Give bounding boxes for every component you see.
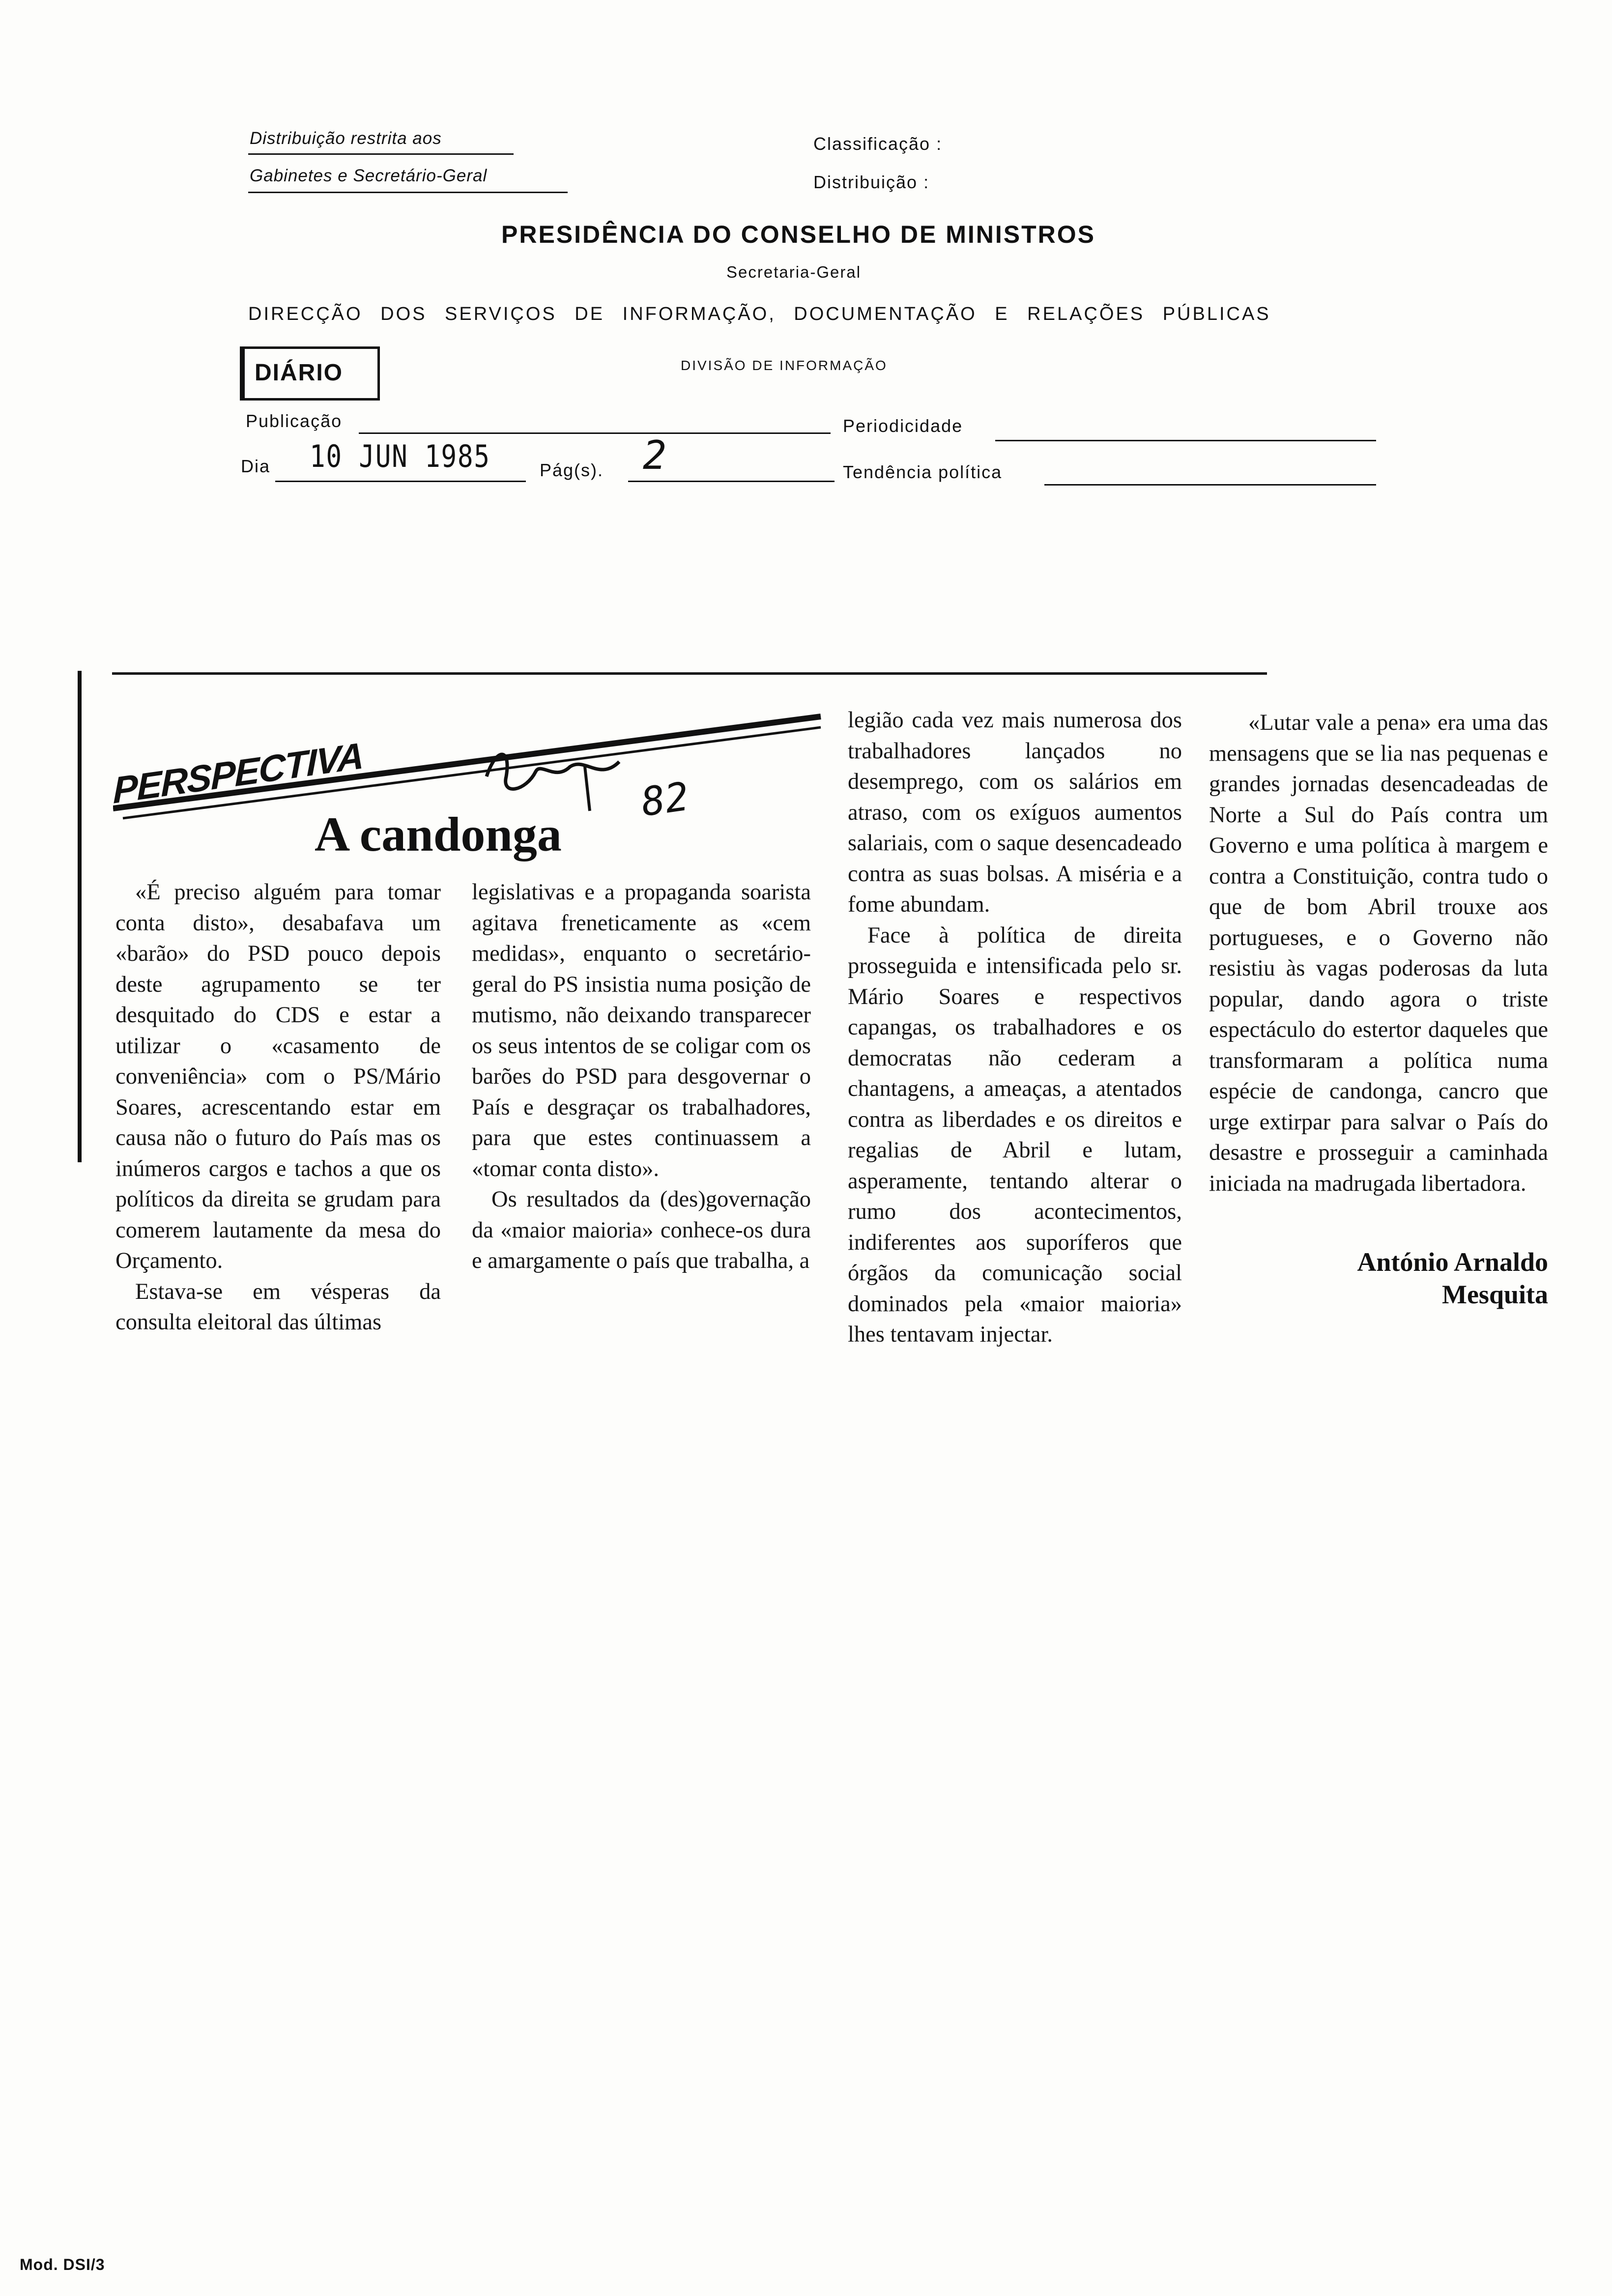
author-line-2: Mesquita: [1442, 1280, 1548, 1309]
col3-paragraph-2: Face à política de direita prosseguida e intensificada pelo sr. Mário Soares e respectivos capangas, os trabalhadores e os democratas não cederam a chantagens, a ameaças, a atentados contra as liberdades e os direitos e regalias de Abril e lutam, asperamente, tentando alterar o rumo dos acontecimentos, indiferentes aos suporíferos que órgãos da comunicação social dominados pela «maior maioria» lhes tentavam injectar.: [848, 922, 1182, 1347]
col2-paragraph-1: legislativas e a propaganda soarista agitava freneticamente as «cem medidas», enquanto o secretário-geral do PS insistia numa posição de mutismo, não deixando transparecer os seus intentos de se coligar com os barões do PSD para desgovernar o País e desgraçar os trabalhadores, para que estes continuassem a «tomar conta disto».: [472, 880, 811, 1181]
col1-paragraph-1: «É preciso alguém para tomar conta disto», desabafava um «barão» do PSD pouco depois deste agrupamento se ter desquitado do CDS e estar a utilizar o «casamento de conveniência» com o PS/Mário Soares, acrescentando estar em causa não o futuro do País mas os inúmeros cargos e tachos a que os políticos da direita se grudam para comerem lautamente da mesa do Orçamento.: [115, 880, 441, 1273]
dia-stamp-value: 10 JUN 1985: [310, 438, 490, 474]
dia-label: Dia: [241, 456, 271, 476]
pags-label: Pág(s).: [540, 460, 604, 480]
col1-paragraph-2: Estava-se em vésperas da consulta eleitoral das últimas: [115, 1279, 441, 1335]
author-line-1: António Arnaldo: [1357, 1247, 1548, 1277]
presidencia-heading: PRESIDÊNCIA DO CONSELHO DE MINISTROS: [501, 221, 1096, 248]
publicacao-label: Publicação: [246, 411, 343, 431]
divisao-informacao: DIVISÃO DE INFORMAÇÃO: [681, 358, 888, 373]
form-code: Mod. DSI/3: [20, 2256, 105, 2273]
publication-stamp-text: DIÁRIO: [255, 360, 343, 386]
periodicidade-label: Periodicidade: [843, 416, 963, 436]
secretaria-geral: Secretaria-Geral: [726, 263, 862, 281]
pags-line: [628, 481, 835, 482]
distribution-restriction-line1: Distribuição restrita aos: [250, 129, 442, 148]
tendencia-label: Tendência política: [843, 462, 1003, 482]
article-title: A candonga: [315, 807, 562, 861]
section-label: PERSPECTIVA: [113, 735, 363, 812]
col2-paragraph-2: Os resultados da (des)governação da «maior maioria» conhece-os dura e amargamente o país que trabalha, a: [472, 1187, 811, 1273]
distribution-underline-2: [248, 192, 568, 193]
article-column-3: [848, 705, 1182, 1350]
article-column-2: [472, 877, 811, 1277]
clipping-top-rule: [112, 672, 1267, 675]
col3-paragraph-1: legião cada vez mais numerosa dos trabalhadores lançados no desemprego, com os salários em atraso, com os exíguos aumentos salariais, com o saque desencadeado contra as suas bolsas. A miséria e a fome abundam.: [848, 708, 1182, 917]
article-author: [1180, 1246, 1548, 1311]
clipping-left-edge: [78, 671, 82, 1162]
article-column-1: [115, 877, 441, 1338]
dia-line: [275, 481, 526, 482]
pags-handwritten-value: 2: [643, 432, 667, 478]
classificacao-label: Classificação :: [813, 134, 943, 154]
handwritten-note: 82: [638, 773, 692, 826]
col4-paragraph-1: «Lutar vale a pena» era uma das mensagens que se lia nas pequenas e grandes jornadas desencadeadas de Norte a Sul do País contra um Governo e uma política à margem e contra a Constituição, contra tudo o que de bom Abril trouxe aos portugueses, e o Governo não resistiu às vagas poderosas da luta popular, dando agora o triste espectáculo do estertor daqueles que transformaram a política numa espécie de candonga, cancro que urge extirpar para salvar o País do desastre e prosseguir a caminhada iniciada na madrugada libertadora.: [1209, 710, 1548, 1196]
distribuicao-label: Distribuição :: [813, 172, 930, 192]
tendencia-line: [1044, 484, 1376, 486]
publicacao-line: [359, 432, 831, 434]
direccao-servicos: DIRECÇÃO DOS SERVIÇOS DE INFORMAÇÃO, DOCUMENTAÇÃO E RELAÇÕES PÚBLICAS: [248, 304, 1271, 324]
periodicidade-line: [995, 440, 1376, 441]
distribution-underline-1: [248, 153, 514, 155]
publication-stamp: [235, 346, 377, 402]
article-column-4: [1209, 708, 1548, 1199]
distribution-restriction-line2: Gabinetes e Secretário-Geral: [250, 166, 488, 185]
